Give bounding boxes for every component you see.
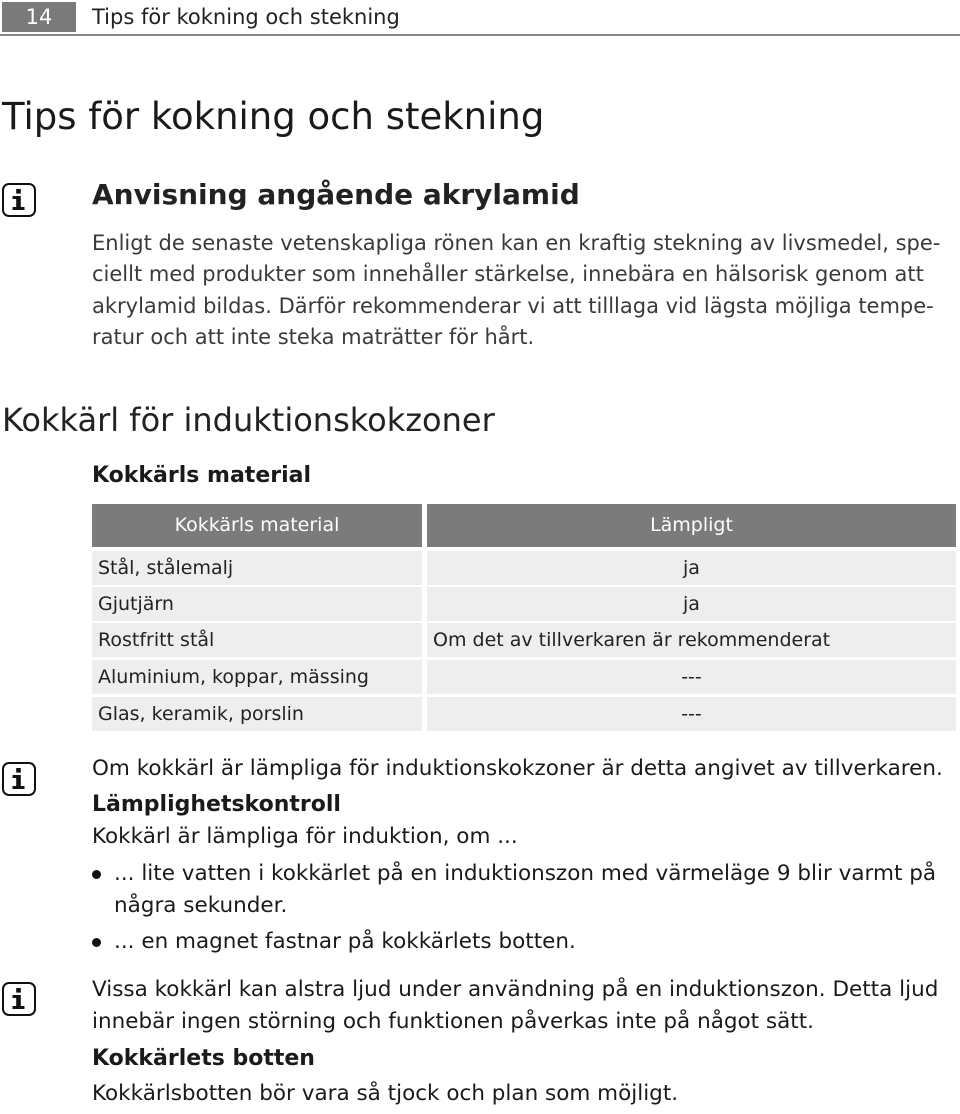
- table-row: [92, 623, 956, 657]
- acrylamide-line: ratur och att inte steka maträtter för hårt.: [92, 325, 535, 349]
- page-number: 14: [2, 2, 76, 32]
- table-row: [92, 697, 956, 731]
- table-cell-material: Aluminium, koppar, mässing: [92, 660, 422, 694]
- table-cell-suitable: ---: [427, 697, 956, 731]
- acrylamide-line: ciellt med produkter som innehåller stärkelse, innebära en hälsorisk genom att: [92, 262, 924, 286]
- list-item: [92, 858, 956, 922]
- noise-note-line: innebär ingen störning och funktionen påverkas inte på något sätt.: [92, 1009, 815, 1034]
- induction-info-note: Om kokkärl är lämpliga för induktionskokzoner är detta angivet av tillverkaren.: [92, 756, 943, 781]
- table-header-material: Kokkärls material: [92, 504, 422, 547]
- acrylamide-line: Enligt de senaste vetenskapliga rönen kan en kraftig stekning av livsmedel, spe-: [92, 231, 941, 255]
- table-cell-suitable: Om det av tillverkaren är rekommenderat: [427, 623, 956, 657]
- table-header-suitable: Lämpligt: [427, 504, 956, 547]
- info-icon: [2, 183, 36, 217]
- info-icon: [2, 982, 36, 1016]
- bottom-text: Kokkärlsbotten bör vara så tjock och plan som möjligt.: [92, 1081, 679, 1106]
- table-row: [92, 660, 956, 694]
- material-heading: Kokkärls material: [92, 463, 312, 488]
- list-item-text: ... en magnet fastnar på kokkärlets botten.: [114, 929, 576, 954]
- section-title: Kokkärl för induktionskokzoner: [2, 401, 495, 439]
- noise-note-line: Vissa kokkärl kan alstra ljud under användning på en induktionszon. Detta ljud: [92, 977, 939, 1002]
- header-divider: [0, 34, 960, 36]
- list-item-text: ... lite vatten i kokkärlet på en induktionszon med värmeläge 9 blir varmt på några sekunder.: [114, 861, 937, 918]
- page-header: [0, 0, 960, 40]
- bullet-icon: [92, 938, 101, 947]
- table-cell-material: Glas, keramik, porslin: [92, 697, 422, 731]
- running-title: Tips för kokning och stekning: [92, 5, 400, 29]
- bullet-icon: [92, 870, 101, 879]
- table-cell-suitable: ---: [427, 660, 956, 694]
- bottom-heading: Kokkärlets botten: [92, 1046, 315, 1071]
- table-cell-material: Rostfritt stål: [92, 623, 422, 657]
- table-row: [92, 587, 956, 621]
- acrylamide-line: akrylamid bildas. Därför rekommenderar vi att tilllaga vid lägsta möjliga tempe-: [92, 294, 934, 318]
- table-cell-material: Stål, stålemalj: [92, 551, 422, 585]
- suitability-check-heading: Lämplighetskontroll: [92, 792, 341, 817]
- table-cell-suitable: ja: [427, 587, 956, 621]
- acrylamide-heading: Anvisning angående akrylamid: [92, 178, 580, 211]
- table-row: [92, 551, 956, 585]
- table-cell-suitable: ja: [427, 551, 956, 585]
- page-title: Tips för kokning och stekning: [2, 95, 545, 138]
- suitability-check-intro: Kokkärl är lämpliga för induktion, om ...: [92, 824, 518, 849]
- table-cell-material: Gjutjärn: [92, 587, 422, 621]
- list-item: [92, 926, 956, 958]
- info-icon: [2, 762, 36, 796]
